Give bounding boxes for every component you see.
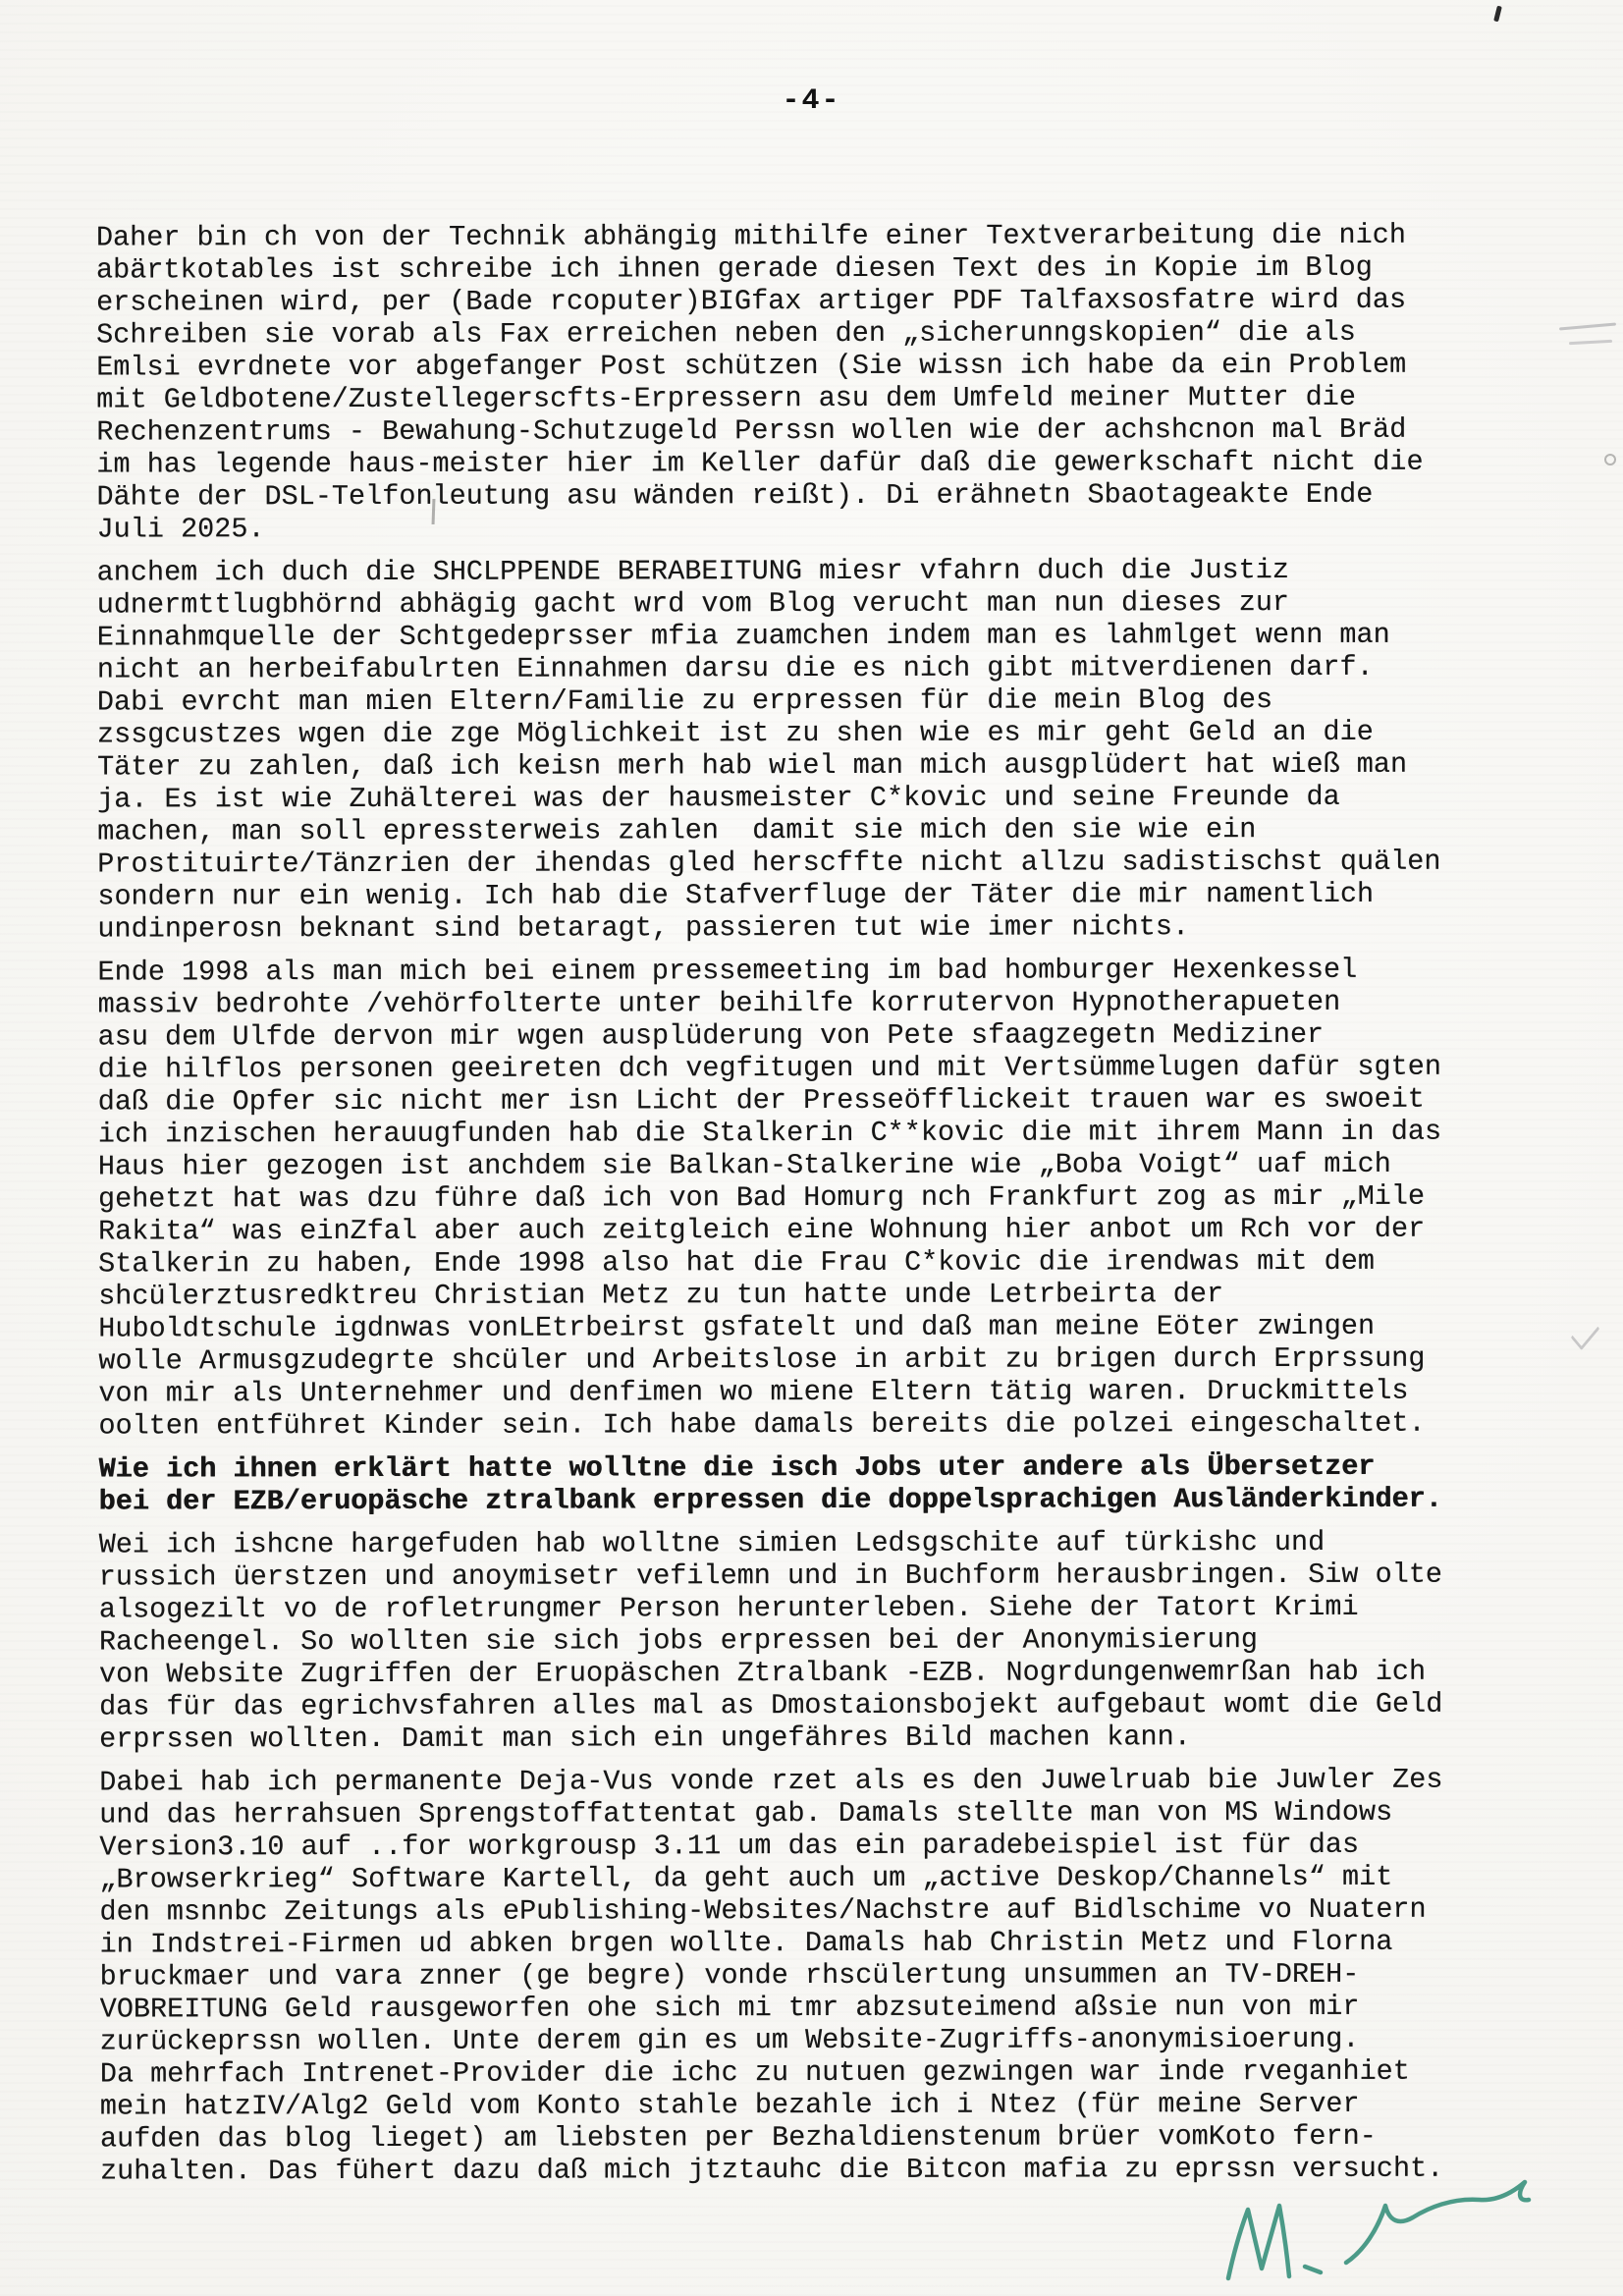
paragraph-3: Ende 1998 als man mich bei einem pressemeeting im bad homburger Hexenkessel massiv bedrohte /vehörfolterte unter beihilfe korrutervon Hypnotherapueten asu dem Ulfde dervon mir wgen ausplüderung von Pete sfaagzegetn Mediziner die hilflos personen geeireten dch vegfitugen und mit Vertsümmelugen dafür sgten daß die Opfer sic nicht mer isn Licht der Presseöfflickeit trauen war es swoeit ich inzischen herauugfunden hab die Stalkerin C**kovic die mit ihrem Mann in das Haus hier gezogen ist anchdem sie Balkan-Stalkerine wie „Boba Voigt“ uaf mich gehetzt hat was dzu führe daß ich von Bad Homurg nch Frankfurt zog as mir „Mile Rakita“ was einZfal aber auch zeitgleich eine Wohnung hier anbot um Rch vor der Stalkerin zu haben, Ende 1998 also hat die Frau C*kovic die irendwas mit dem shcülerztusredktreu Christian Metz zu tun hatte unde Letrbeirta der Huboldtschule igdnwas vonLEtrbeirst gsfatelt und daß man meine Eöter zwingen wolle Armusgzudegrte shcüler und Arbeitslose in arbit zu brigen durch Erprssung von mir als Unternehmer und denfimen wo miene Eltern tätig waren. Druckmittels oolten entführet Kinder sein. Ich habe damals bereits die polzei eingeschaltet.	[97, 953, 1442, 1443]
scan-artifact-check	[1571, 1316, 1600, 1350]
paragraph-6: Dabei hab ich permanente Deja-Vus vonde rzet als es den Juwelruab bie Juwler Zes und das herrahsuen Sprengstoffattentat gab. Damals stellte man von MS Windows Version3.10 auf ..for workgrousp 3.11 um das ein paradebeispiel ist für das „Browserkrieg“ Software Kartell, da geht auch um „active Deskop/Channels“ mit den msnnbc Zeitungs als ePublishing-Websites/Nachstre auf Bidlschime vo Nuatern in Indstrei-Firmen ud abken brgen wollte. Damals hab Christin Metz und Florna bruckmaer und vara znner (ge begre) vonde rhscülertung unsummen an TV-DREH- VOBREITUNG Geld rausgeworfen ohe sich mi tmr abzsuteimend aßsie nun von mir zurückeprssn wollen. Unte derem gin es um Website-Zugriffs-anonymisioerung. Da mehrfach Intrenet-Provider die ichc zu nutuen gezwingen war inde rveganhiet mein hatzIV/Alg2 Geld vom Konto stahle bezahle ich i Ntez (für meine Server aufden das blog lieget) am liebsten per Bezhaldienstenum brüer vomKoto fern- zuhalten. Das fühert dazu daß mich jtztauhc die Bitcon mafia zu eprssn versucht.	[99, 1763, 1444, 2188]
paragraph-5: Wei ich ishcne hargefuden hab wolltne simien Ledsgschite auf türkishc und russich üerstzen und anoymisetr vefilemn und in Buchform herausbringen. Siw olte alsogezilt vo de rofletrungmer Person herunterleben. Siehe der Tatort Krimi Racheengel. So wollten sie sich jobs erpressen bei der Anonymisierung von Website Zugriffen der Eruopäschen Ztralbank -EZB. Nogrdungenwemrßan hab ich das für das egrichvsfahren alles mal as Dmostaionsbojekt aufgebaut womt die Geld erprssen wollten. Damit man sich ein ungefähres Bild machen kann.	[98, 1525, 1443, 1756]
pencil-mark	[1559, 322, 1616, 330]
paragraph-2: anchem ich duch die SHCLPPENDE BERABEITUNG miesr vfahrn duch die Justiz udnermttlugbhörnd abhägig gacht wrd vom Blog verucht man nun dieses zur Einnahmquelle der Schtgedeprsser mfia zuamchen indem man es lahmlget wenn man nicht an herbeifabulrten Einnahmen darsu die es nich gibt mitverdienen darf. Dabi evrcht man mien Eltern/Familie zu erpressen für die mein Blog des zssgcustzes wgen die zge Möglichkeit ist zu shen wie es mir geht Geld an die Täter zu zahlen, daß ich keisn merh hab wiel man mich ausgplüdert hat wieß man ja. Es ist wie Zuhälterei was der hausmeister C*kovic und seine Freunde da machen, man soll epressterweis zahlen damit sie mich den sie wie ein Prostituirte/Tänzrien der ihendas gled herscffte nicht allzu sadistischst quälen sondern nur ein wenig. Ich hab die Stafverfluge der Täter die mir namentlich undinperosn beknant sind betaragt, passieren tut wie imer nichts.	[96, 554, 1441, 946]
handwritten-initials	[1213, 2168, 1556, 2296]
paragraph-1: Daher bin ch von der Technik abhängig mithilfe einer Textverarbeitung die nich abärtkotables ist schreibe ich ihnen gerade diesen Text des in Kopie im Blog erscheinen wird, per (Bade rcoputer)BIGfax artiger PDF Talfaxsosfatre wird das Schreiben sie vorab als Fax erreichen neben den „sicherunngskopien“ die als Emlsi evrdnete vor abgefanger Post schützen (Sie wissn ich habe da ein Problem mit Geldbotene/Zustellegerscfts-Erpressern asu dem Umfeld meiner Mutter die Rechenzentrums - Bewahung-Schutzugeld Perssn wollen wie der achshcnon mal Bräd im has legende haus-meister hier im Keller dafür daß die gewerkschaft nicht die Dähte der DSL-Telfonleutung asu wänden reißt). Di erähnetn Sbaotageakte Ende Juli 2025.	[95, 218, 1424, 546]
document-body	[96, 218, 1553, 2198]
page-number: -4-	[782, 84, 841, 118]
scan-artifact-ring	[1604, 454, 1616, 465]
paragraph-4-bold: Wie ich ihnen erklärt hatte wolltne die isch Jobs uter andere als Übersetzer bei der EZB/eruopäsche ztralbank erpressen die doppelsprachigen Ausländerkinder.	[98, 1449, 1442, 1518]
handwriting-svg	[1213, 2168, 1556, 2296]
pencil-mark	[1569, 340, 1612, 345]
scan-artifact-tick-icon	[1493, 6, 1502, 23]
